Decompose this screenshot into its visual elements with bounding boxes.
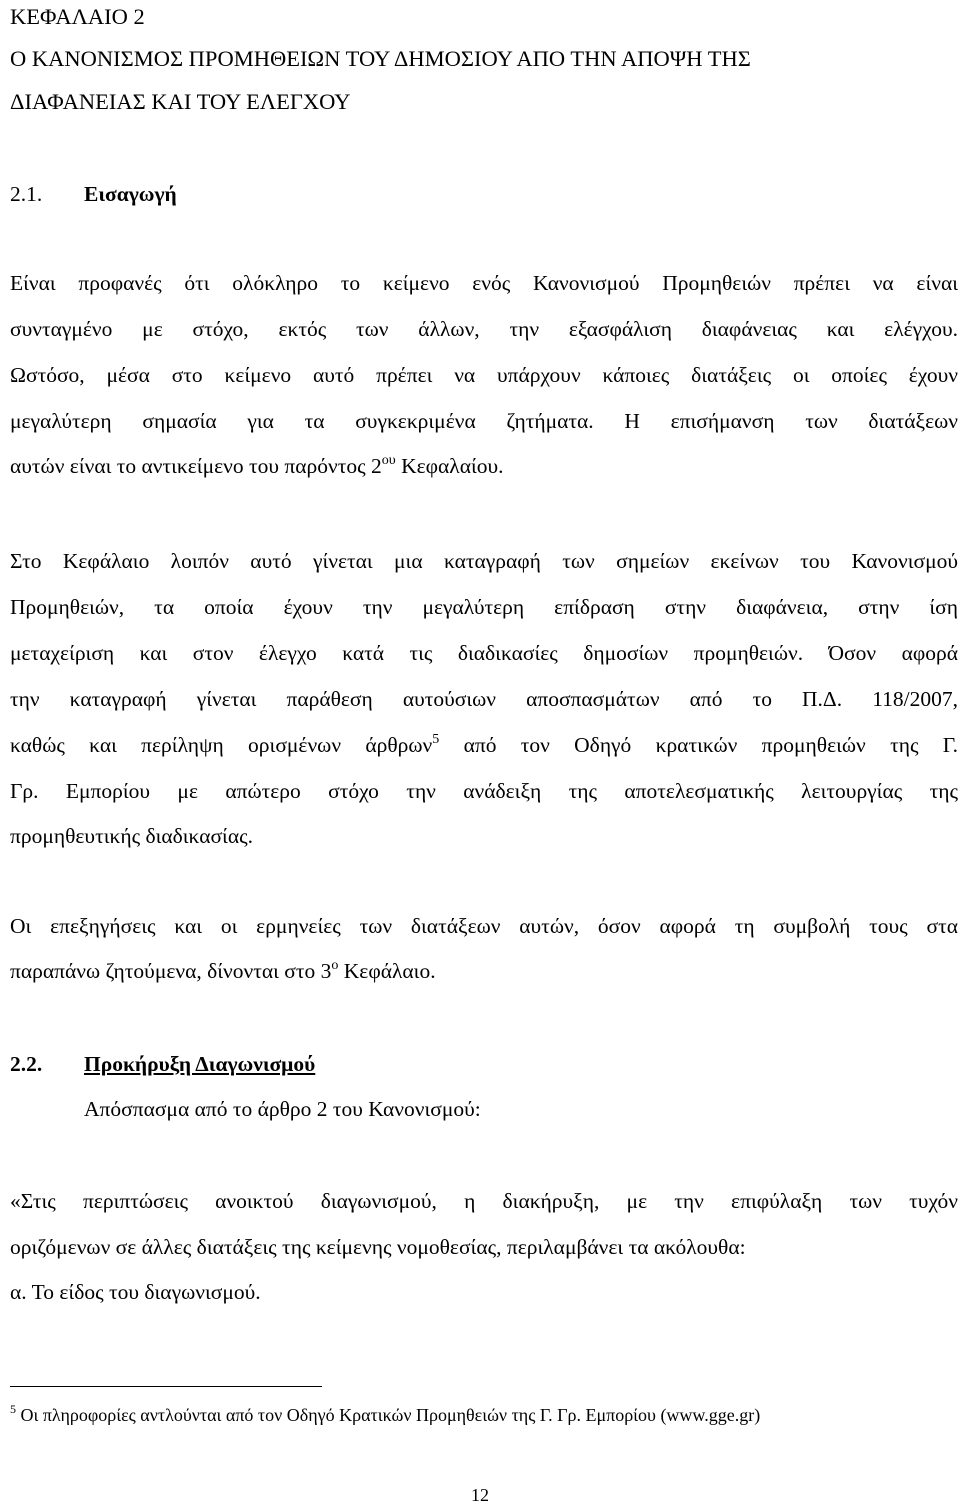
- paragraph-2-line-6: Γρ. Εμπορίου με απώτερο στόχο την ανάδειξη της αποτελεσματικής λειτουργίας της: [10, 779, 958, 803]
- section-heading-2-2: [10, 1051, 960, 1077]
- section-number: 2.1.: [10, 182, 43, 206]
- footnote-marker: 5: [10, 1402, 16, 1416]
- paragraph-3-line-2: [10, 958, 960, 984]
- text-run: από τον Οδηγό κρατικών προμηθειών της Γ.: [439, 733, 959, 757]
- text-run: παραπάνω ζητούμενα, δίνονται στο 3: [10, 959, 332, 983]
- chapter-label: ΚΕΦΑΛΑΙΟ 2: [10, 4, 145, 29]
- footnote-separator: [10, 1386, 322, 1387]
- paragraph-2-line-2: Προμηθειών, τα οποία έχουν την μεγαλύτερη επίδραση στην διαφάνεια, στην ίση: [10, 595, 958, 619]
- paragraph-3-line-1: Οι επεξηγήσεις και οι ερμηνείες των διατάξεων αυτών, όσον αφορά τη συμβολή τους στα: [10, 914, 958, 938]
- text-run: αυτών είναι το αντικείμενο του παρόντος 2: [10, 454, 382, 478]
- section-subtitle: Απόσπασμα από το άρθρο 2 του Κανονισμού:: [84, 1097, 481, 1121]
- paragraph-2-line-7: προμηθευτικής διαδικασίας.: [10, 824, 253, 848]
- footnote-reference: 5: [432, 732, 440, 747]
- text-run: Κεφάλαιο.: [338, 959, 436, 983]
- quote-line-2: οριζόμενων σε άλλες διατάξεις της κείμενης νομοθεσίας, περιλαμβάνει τα ακόλουθα:: [10, 1235, 746, 1259]
- section-number: 2.2.: [10, 1052, 43, 1076]
- paragraph-1-line-2: συνταγμένο με στόχο, εκτός των άλλων, την εξασφάλιση διαφάνειας και ελέγχου.: [10, 317, 958, 341]
- section-heading-2-1: [10, 181, 960, 207]
- paragraph-1-line-1: Είναι προφανές ότι ολόκληρο το κείμενο ενός Κανονισμού Προμηθειών πρέπει να είναι: [10, 271, 958, 295]
- paragraph-1-line-4: μεγαλύτερη σημασία για τα συγκεκριμένα ζητήματα. Η επισήμανση των διατάξεων: [10, 409, 958, 433]
- text-run: καθώς και περίληψη ορισμένων άρθρων: [10, 733, 433, 757]
- paragraph-2-line-5: [10, 732, 958, 758]
- section-title: Εισαγωγή: [84, 182, 177, 206]
- footnote: [10, 1404, 960, 1426]
- text-run: Κεφαλαίου.: [395, 454, 504, 478]
- quote-line-3: α. Το είδος του διαγωνισμού.: [10, 1280, 261, 1304]
- paragraph-2-line-4: την καταγραφή γίνεται παράθεση αυτούσιων αποσπασμάτων από το Π.Δ. 118/2007,: [10, 687, 958, 711]
- footnote-text: Οι πληροφορίες αντλούνται από τον Οδηγό Κρατικών Προμηθειών της Γ. Γρ. Εμπορίου (www.gge.gr): [16, 1405, 761, 1425]
- paragraph-2-line-1: Στο Κεφάλαιο λοιπόν αυτό γίνεται μια καταγραφή των σημείων εκείνων του Κανονισμού: [10, 549, 958, 573]
- quote-line-1: «Στις περιπτώσεις ανοικτού διαγωνισμού, η διακήρυξη, με την επιφύλαξη των τυχόν: [10, 1189, 958, 1213]
- chapter-title-line-2: ΔΙΑΦΑΝΕΙΑΣ ΚΑΙ ΤΟΥ ΕΛΕΓΧΟΥ: [10, 89, 351, 114]
- superscript-ordinal: ου: [381, 453, 396, 468]
- paragraph-1-line-5: [10, 453, 960, 479]
- chapter-title-line-1: Ο ΚΑΝΟΝΙΣΜΟΣ ΠΡΟΜΗΘΕΙΩΝ ΤΟΥ ΔΗΜΟΣΙΟΥ ΑΠΟ ΤΗΝ ΑΠΟΨΗ ΤΗΣ: [10, 46, 751, 71]
- paragraph-2-line-3: μεταχείριση και στον έλεγχο κατά τις διαδικασίες δημοσίων προμηθειών. Όσον αφορά: [10, 641, 958, 665]
- superscript-ordinal: ο: [331, 958, 339, 973]
- paragraph-1-line-3: Ωστόσο, μέσα στο κείμενο αυτό πρέπει να υπάρχουν κάποιες διατάξεις οι οποίες έχουν: [10, 363, 958, 387]
- section-title: Προκήρυξη Διαγωνισμού: [84, 1052, 316, 1076]
- page-number: 12: [471, 1485, 489, 1505]
